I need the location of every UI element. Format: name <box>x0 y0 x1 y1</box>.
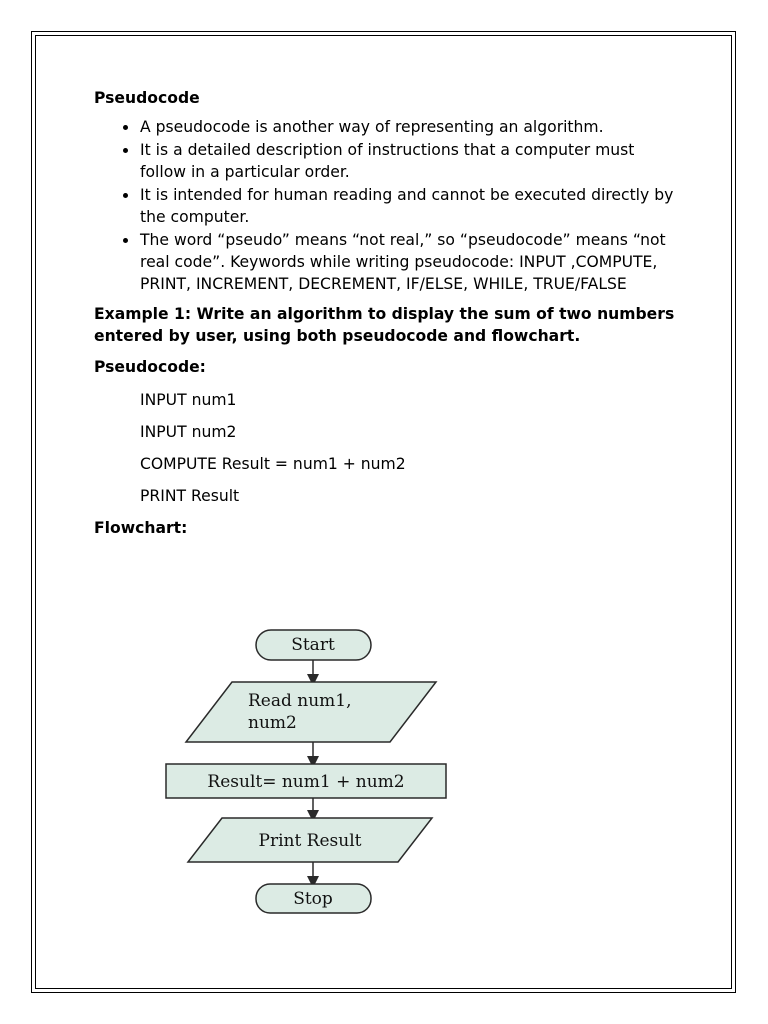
flowchart-heading: Flowchart: <box>94 519 188 537</box>
pseudocode-line: INPUT num2 <box>140 423 237 441</box>
section-heading: Pseudocode <box>94 89 200 107</box>
document-content <box>94 87 684 539</box>
pseudocode-line: COMPUTE Result = num1 + num2 <box>140 455 406 473</box>
example-heading: Example 1: Write an algorithm to display the sum of two numbers entered by user, using both pseudocode and flowchart. <box>94 305 675 345</box>
read-label-line2: num2 <box>248 713 297 733</box>
read-label-line1: Read num1, <box>248 691 352 711</box>
bullet-item: • A pseudocode is another way of representing an algorithm. <box>139 116 684 138</box>
bullet-list <box>94 116 684 295</box>
flowchart-diagram <box>160 622 450 922</box>
print-label: Print Result <box>258 831 362 851</box>
pseudocode-block <box>140 389 684 507</box>
pseudocode-line: PRINT Result <box>140 487 240 505</box>
stop-label: Stop <box>293 889 333 909</box>
pseudocode-line: INPUT num1 <box>140 391 237 409</box>
bullet-item: • It is intended for human reading and cannot be executed directly by the computer. <box>139 184 684 228</box>
pseudocode-heading: Pseudocode: <box>94 358 206 376</box>
bullet-item: • The word “pseudo” means “not real,” so “pseudocode” means “not real code”. Keywords while writing pseudocode: INPUT ,COMPUTE, PRINT, INCREMENT, DECREMENT, IF/ELSE, WHILE, TRUE/FALSE <box>139 229 684 295</box>
start-label: Start <box>291 635 335 655</box>
bullet-item: • It is a detailed description of instructions that a computer must follow in a particular order. <box>139 139 684 183</box>
process-label: Result= num1 + num2 <box>207 772 405 792</box>
